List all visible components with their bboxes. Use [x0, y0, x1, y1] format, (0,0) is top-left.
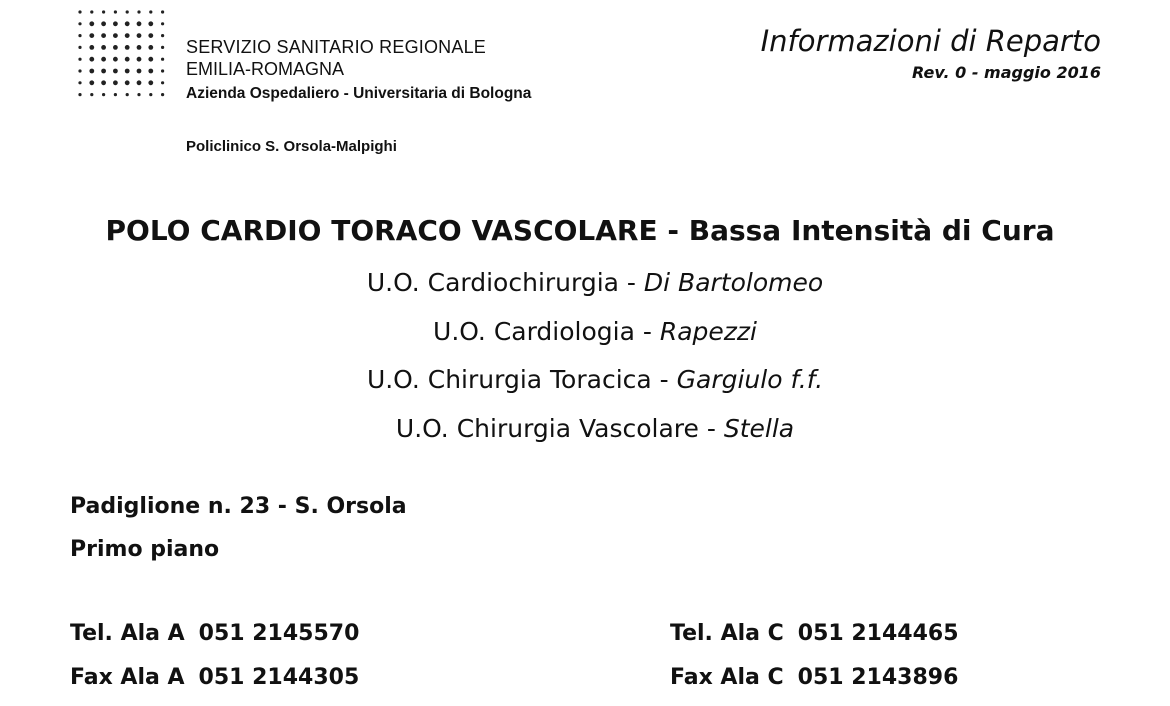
logo-dot — [89, 69, 94, 74]
document-title: Informazioni di Reparto — [760, 24, 1101, 58]
building-label: Padiglione n. 23 - S. Orsola — [70, 494, 407, 519]
org-name: SERVIZIO SANITARIO REGIONALE — [186, 37, 486, 57]
logo-dot — [149, 93, 152, 96]
logo-dot — [113, 33, 118, 38]
org-region: EMILIA-ROMAGNA — [186, 59, 345, 79]
logo-dot — [114, 10, 117, 13]
phone-number: 051 2145570 — [198, 621, 360, 646]
unit-head: Stella — [723, 413, 795, 443]
logo-dot — [148, 80, 153, 85]
logo-dot — [126, 10, 129, 13]
logo-dot — [148, 21, 153, 26]
logo-dot — [113, 57, 118, 62]
contacts-ala-a — [70, 618, 359, 706]
location-block — [70, 492, 407, 578]
phone-number: 051 2144465 — [797, 621, 959, 646]
logo-dot — [137, 10, 140, 13]
logo-dot — [113, 80, 118, 85]
floor-label: Primo piano — [70, 537, 220, 562]
logo-dot — [90, 10, 93, 13]
logo-dot — [148, 57, 153, 62]
department-title: POLO CARDIO TORACO VASCOLARE - Bassa Intensità di Cura — [105, 214, 1055, 247]
organization-block — [186, 36, 531, 106]
logo-dot — [137, 45, 142, 50]
logo-dot — [125, 45, 130, 50]
logo-dot — [89, 33, 94, 38]
logo-dot — [89, 45, 94, 50]
logo-dot — [78, 46, 81, 49]
logo-dot — [161, 34, 164, 37]
logo-dot — [90, 93, 93, 96]
logo-dot — [161, 46, 164, 49]
fax-label: Fax Ala A — [70, 665, 185, 690]
unit-head: Gargiulo f.f. — [676, 365, 824, 394]
logo-dot — [161, 22, 164, 25]
fax-label: Fax Ala C — [670, 665, 784, 690]
logo-dot — [137, 80, 142, 85]
logo-dot — [101, 57, 106, 62]
phone-row — [670, 618, 959, 662]
logo-dot — [125, 69, 130, 74]
logo-dot — [89, 80, 94, 85]
logo-dot — [137, 21, 142, 26]
fax-row — [670, 662, 959, 706]
logo-dot — [161, 58, 164, 61]
hospital-name: Policlinico S. Orsola-Malpighi — [186, 138, 397, 155]
unit-name: U.O. Chirurgia Toracica - — [366, 365, 677, 394]
logo-dot — [101, 21, 106, 26]
logo-dot — [78, 81, 81, 84]
unit-item — [0, 264, 1170, 313]
logo-dot — [114, 93, 117, 96]
unit-name: U.O. Chirurgia Vascolare - — [395, 413, 724, 443]
logo-dot — [125, 21, 130, 26]
phone-label: Tel. Ala A — [70, 621, 185, 646]
fax-number: 051 2143896 — [797, 665, 959, 690]
fax-number: 051 2144305 — [198, 665, 360, 690]
logo-dot — [125, 33, 130, 38]
logo-dot — [102, 93, 105, 96]
logo-dot — [113, 21, 118, 26]
regional-health-logo-icon — [74, 6, 168, 100]
logo-dot — [101, 45, 106, 50]
fax-row — [70, 662, 359, 706]
logo-dot — [148, 69, 153, 74]
logo-dot — [137, 69, 142, 74]
document-revision: Rev. 0 - maggio 2016 — [911, 63, 1101, 82]
unit-item — [0, 313, 1170, 362]
unit-item — [0, 410, 1170, 459]
logo-dot — [78, 34, 81, 37]
logo-dot — [161, 81, 164, 84]
org-hospital-authority: Azienda Ospedaliero - Universitaria di Bologna — [186, 85, 532, 102]
logo-dot — [161, 93, 164, 96]
logo-dot — [78, 22, 81, 25]
logo-dot — [137, 93, 140, 96]
logo-dot — [125, 57, 130, 62]
logo-dot — [101, 80, 106, 85]
logo-dot — [89, 57, 94, 62]
units-list — [0, 264, 1170, 458]
logo-dot — [78, 69, 81, 72]
logo-dot — [149, 10, 152, 13]
logo-dot — [113, 45, 118, 50]
unit-item — [0, 361, 1170, 410]
logo-dot — [78, 10, 81, 13]
unit-head: Di Bartolomeo — [643, 268, 824, 297]
logo-dot — [102, 10, 105, 13]
logo-dot — [148, 33, 153, 38]
contacts-ala-c — [670, 618, 959, 706]
logo-dot — [78, 58, 81, 61]
logo-dot — [137, 33, 142, 38]
logo-dot — [161, 69, 164, 72]
phone-label: Tel. Ala C — [670, 621, 784, 646]
logo-dot — [113, 69, 118, 74]
unit-name: U.O. Cardiochirurgia - — [366, 268, 644, 297]
logo-dot — [137, 57, 142, 62]
logo-dot — [125, 80, 130, 85]
phone-row — [70, 618, 359, 662]
logo-dot — [161, 10, 164, 13]
logo-dot — [78, 93, 81, 96]
unit-head: Rapezzi — [659, 316, 757, 346]
logo-dot — [148, 45, 153, 50]
unit-name: U.O. Cardiologia - — [433, 316, 660, 346]
logo-dot — [101, 33, 106, 38]
logo-dot — [126, 93, 129, 96]
logo-dot — [101, 69, 106, 74]
logo-dot — [89, 21, 94, 26]
